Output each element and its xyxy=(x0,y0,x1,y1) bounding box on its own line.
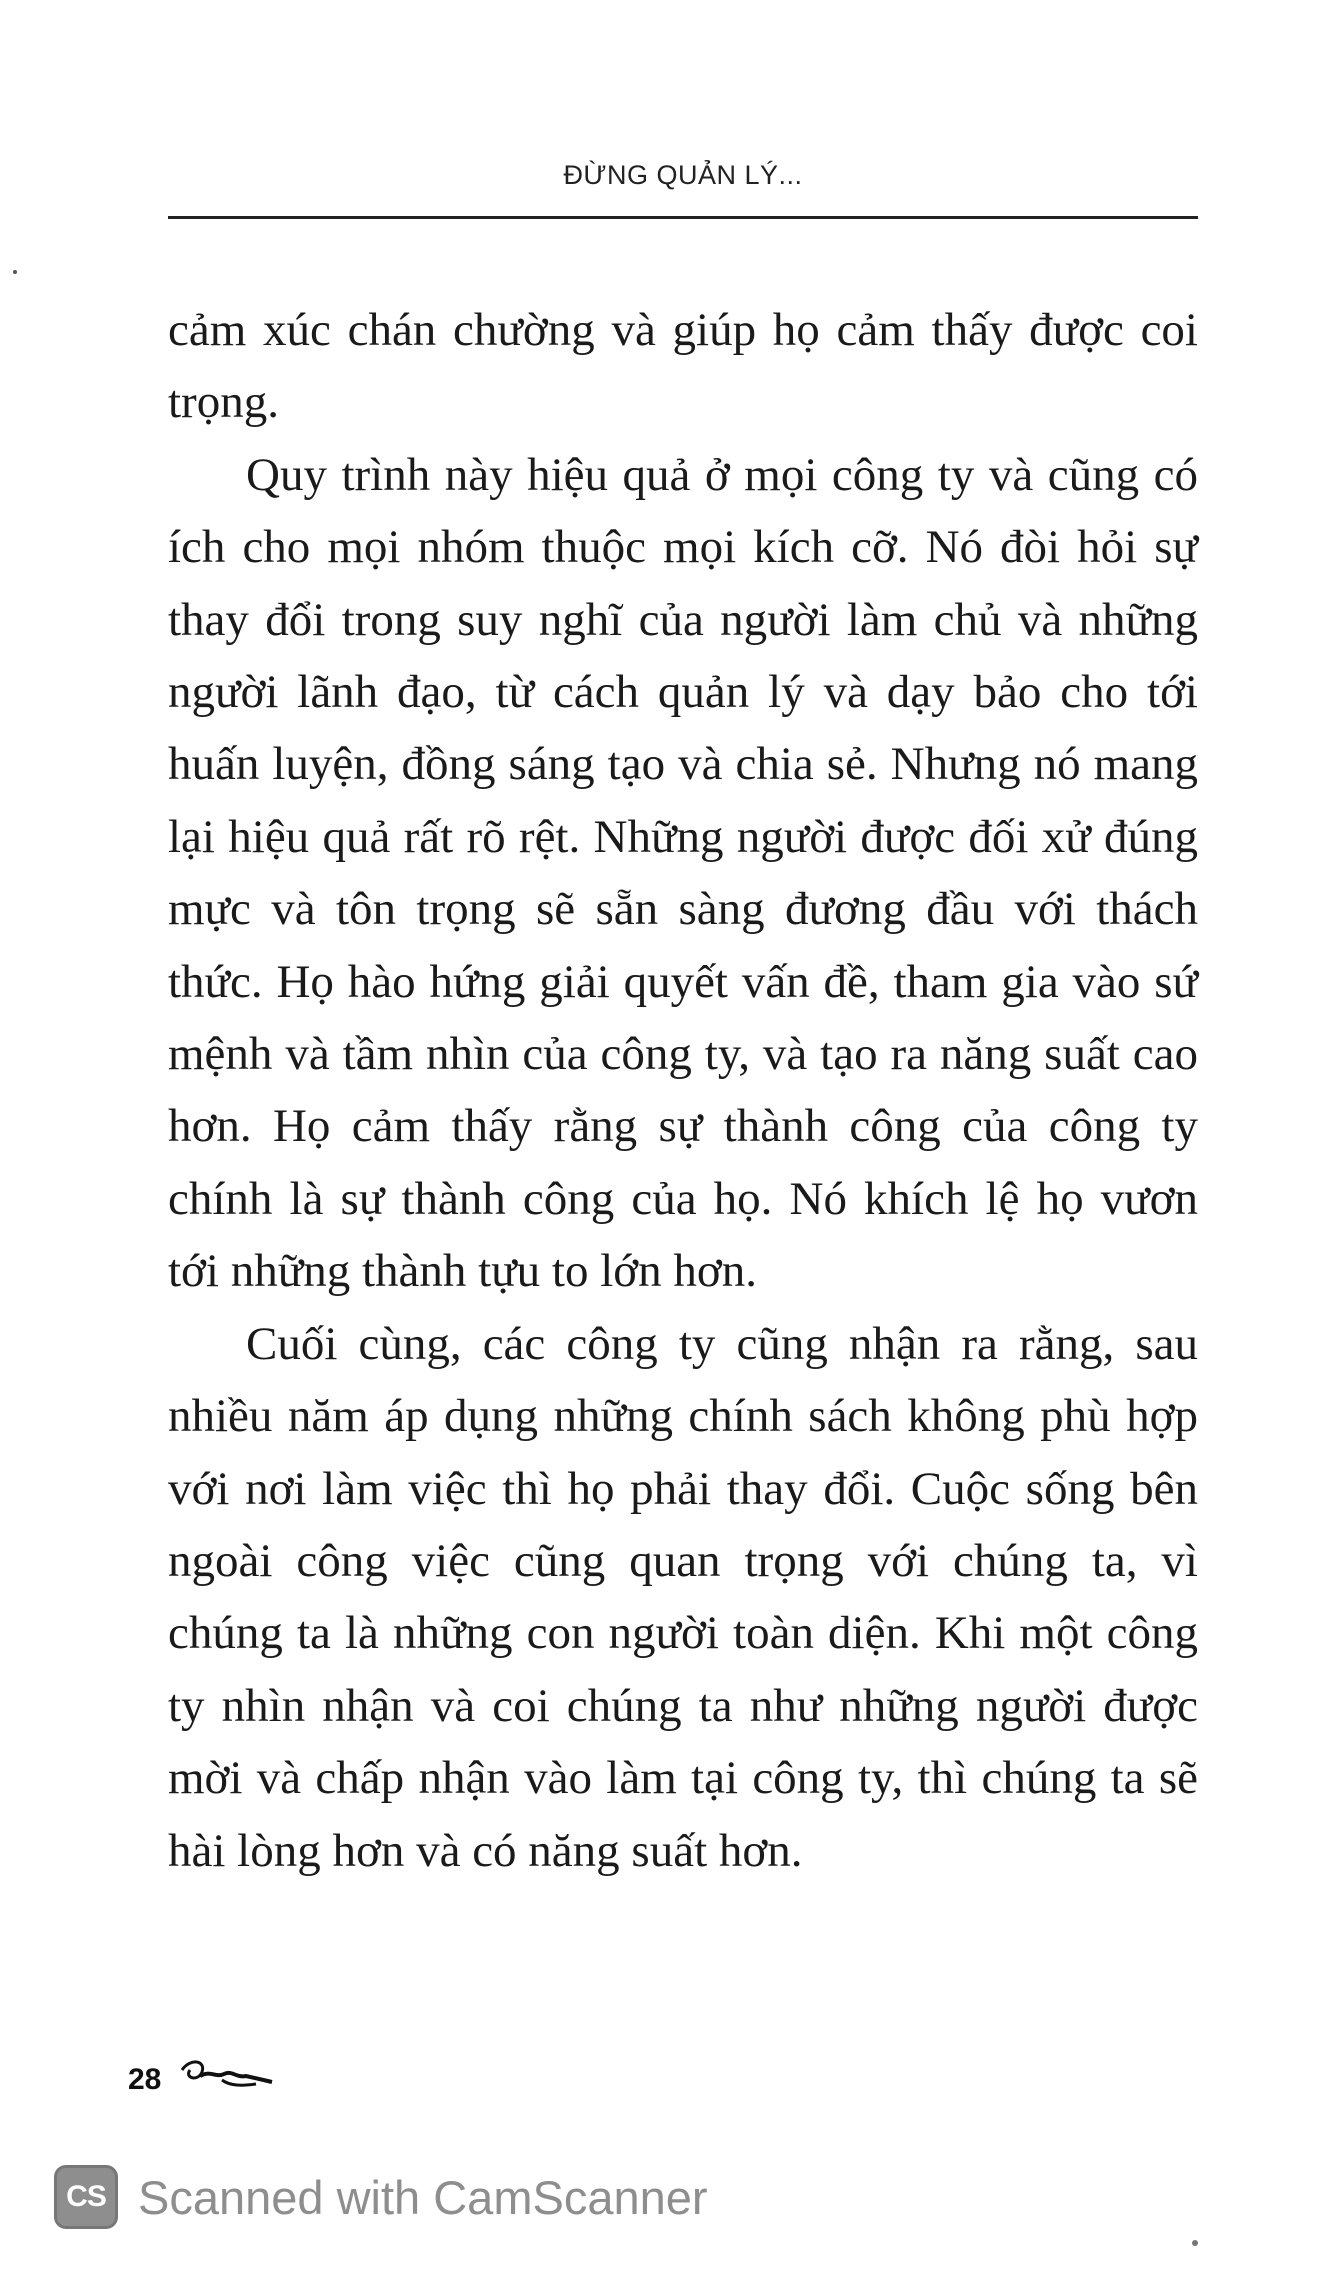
paragraph: Quy trình này hiệu quả ở mọi công ty và cũng có ích cho mọi nhóm thuộc mọi kích cỡ. Nó đòi hỏi sự thay đổi trong suy nghĩ của người làm chủ và những người lãnh đạo, từ cách quản lý và dạy bảo cho tới huấn luyện, đồng sáng tạo và chia sẻ. Nhưng nó mang lại hiệu quả rất rõ rệt. Những người được đối xử đúng mực và tôn trọng sẽ sẵn sàng đương đầu với thách thức. Họ hào hứng giải quyết vấn đề, tham gia vào sứ mệnh và tầm nhìn của công ty, và tạo ra năng suất cao hơn. Họ cảm thấy rằng sự thành công của công ty chính là sự thành công của họ. Nó khích lệ họ vươn tới những thành tựu to lớn hơn. xyxy=(168,448,1198,1298)
body-text xyxy=(168,294,1198,1887)
running-header: ĐỪNG QUẢN LÝ... xyxy=(563,160,803,190)
scan-speck xyxy=(13,270,17,274)
camscanner-logo-icon: CS xyxy=(54,2165,118,2229)
watermark-text: Scanned with CamScanner xyxy=(138,2170,708,2224)
scan-speck xyxy=(1192,2240,1198,2246)
camscanner-watermark xyxy=(54,2165,708,2229)
page-number: 28 xyxy=(128,2063,162,2096)
paragraph-continuation: cảm xúc chán chường và giúp họ cảm thấy được coi trọng. xyxy=(168,304,1198,429)
header-rule xyxy=(168,216,1198,219)
paragraph: Cuối cùng, các công ty cũng nhận ra rằng, sau nhiều năm áp dụng những chính sách không phù hợp với nơi làm việc thì họ phải thay đổi. Cuộc sống bên ngoài công việc cũng quan trọng với chúng ta, vì chúng ta là những con người toàn diện. Khi một công ty nhìn nhận và coi chúng ta như những người được mời và chấp nhận vào làm tại công ty, thì chúng ta sẽ hài lòng hơn và có năng suất hơn. xyxy=(168,1317,1198,1877)
swirl-ornament-icon xyxy=(176,2056,276,2096)
